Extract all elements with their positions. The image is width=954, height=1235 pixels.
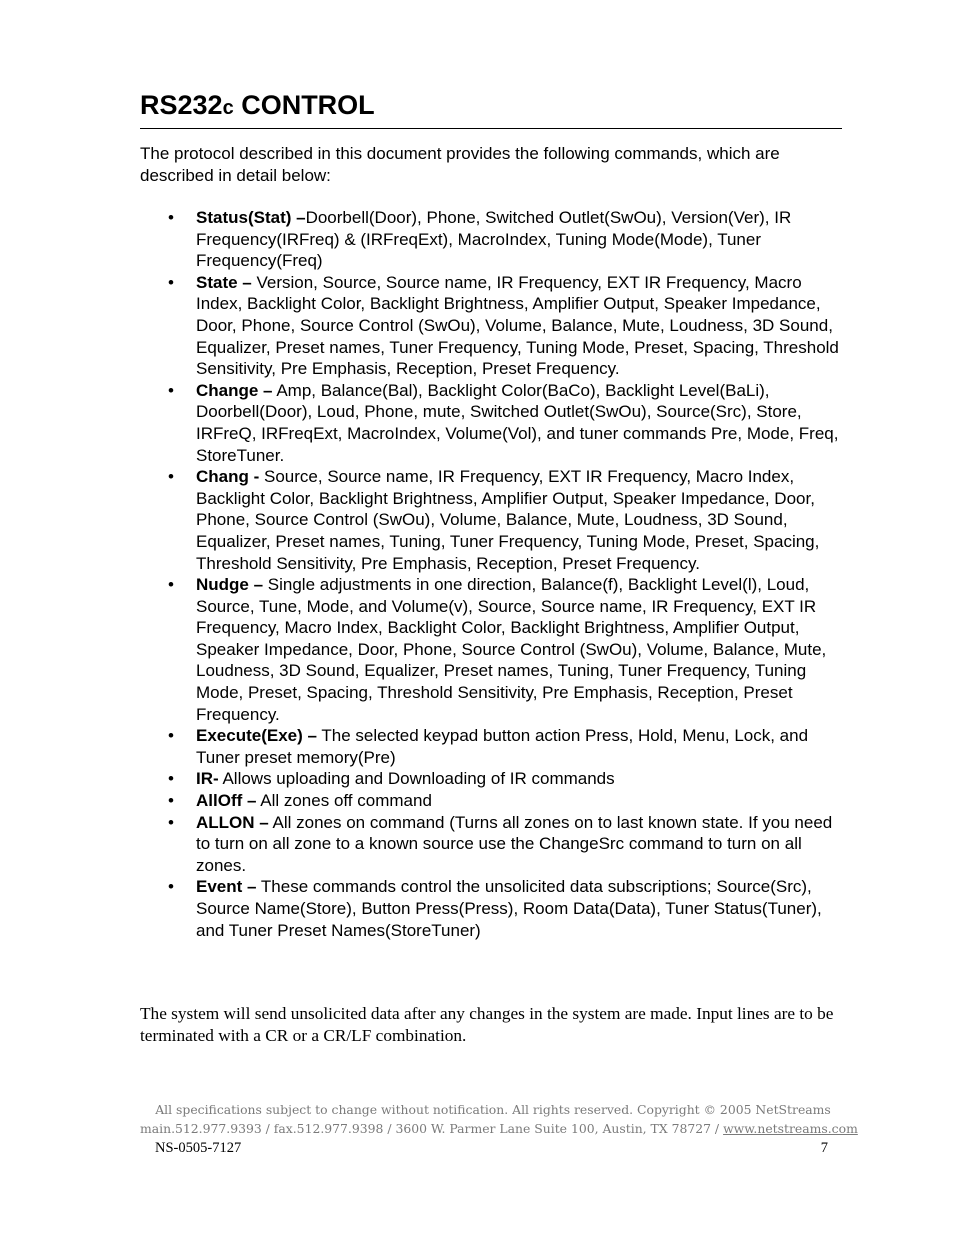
document-number: NS-0505-7127 [155,1140,242,1156]
command-description: Amp, Balance(Bal), Backlight Color(BaCo), Backlight Level(BaLi), Doorbell(Door), Loud, Phone, mute, Switched Outlet(SwOu), Source(Src), Store, IRFreQ, IRFreqExt, MacroIndex, Volume(Vol), and tuner commands Pre, Mode, Freq, StoreTuner. [196,380,839,465]
list-item [196,272,846,380]
command-name: Chang - [196,467,260,487]
list-item [196,790,846,812]
website-link[interactable]: www.netstreams.com [723,1121,858,1136]
command-name: State – [196,272,252,292]
command-description: Doorbell(Door), Phone, Switched Outlet(SwOu), Version(Ver), IR Frequency(IRFreq) & (IRFreqExt), MacroIndex, Tuning Mode(Mode), Tuner Frequency(Freq) [196,208,792,271]
page-number: 7 [820,1140,828,1156]
command-description: Allows uploading and Downloading of IR commands [218,769,615,789]
page-title [140,88,375,125]
intro-paragraph: The protocol described in this document provides the following commands, which are described in detail below: [140,144,780,185]
list-item [196,574,846,725]
list-item [196,466,846,574]
command-description: Version, Source, Source name, IR Frequency, EXT IR Frequency, Macro Index, Backlight Color, Backlight Brightness, Amplifier Output, Speaker Impedance, Door, Phone, Source Control (SwOu), Volume, Balance, Mute, Loudness, 3D Sound, Equalizer, Preset names, Tuner Frequency, Tuning Mode, Preset, Spacing, Threshold Sensitivity, Pre Emphasis, Reception, Preset Frequency. [196,272,839,379]
list-item [196,725,846,768]
list-item [196,768,846,790]
command-description: All zones on command (Turns all zones on to last known state. If you need to turn on all zone to a known source use the ChangeSrc command to turn on all zones. [196,812,833,875]
command-description: The selected keypad button action Press, Hold, Menu, Lock, and Tuner preset memory(Pre) [196,726,809,767]
command-list [196,207,846,941]
list-item [196,207,846,272]
command-description: All zones off command [256,791,432,811]
command-name: Event – [196,877,257,897]
command-name: Execute(Exe) – [196,726,317,746]
command-name: Change – [196,380,273,400]
page-title-main: RS232 [140,90,223,120]
list-item [196,380,846,466]
command-description: Single adjustments in one direction, Balance(f), Backlight Level(l), Loud, Source, Tune, Mode, and Volume(v), Source, Source name, IR Frequency, EXT IR Frequency, Macro Index, Backlight Color, Backlight Brightness, Amplifier Output, Speaker Impedance, Door, Phone, Source Control (SwOu), Volume, Balance, Mute, Loudness, 3D Sound, Equalizer, Preset names, Tuning, Tuner Frequency, Tuning Mode, Preset, Spacing, Threshold Sensitivity, Pre Emphasis, Reception, Preset Frequency. [196,575,827,724]
command-name: Nudge – [196,575,264,595]
list-item [196,876,846,941]
list-item [196,812,846,877]
command-description: Source, Source name, IR Frequency, EXT IR Frequency, Macro Index, Backlight Color, Backlight Brightness, Amplifier Output, Speaker Impedance, Door, Phone, Source Control (SwOu), Volume, Balance, Mute, Loudness, 3D Sound, Equalizer, Preset names, Tuning, Tuner Frequency, Tuning Mode, Preset, Spacing, Threshold Sensitivity, Pre Emphasis, Reception, Preset Frequency. [196,467,820,573]
command-name: AllOff – [196,791,257,811]
command-description: These commands control the unsolicited data subscriptions; Source(Src), Source Name(Store), Button Press(Press), Room Data(Data), Tuner Status(Tuner), and Tuner Preset Names(StoreTuner) [196,877,822,940]
closing-paragraph: The system will send unsolicited data after any changes in the system are made. Input lines are to be terminated with a CR or a CR/LF combination. [140,1004,834,1045]
footer-contact-text: main.512.977.9393 / fax.512.977.9398 / 3600 W. Parmer Lane Suite 100, Austin, TX 78727 / [140,1121,724,1136]
footer-contact [140,1120,858,1138]
title-divider [140,128,842,129]
footer-copyright: All specifications subject to change without notification. All rights reserved. Copyright © 2005 NetStreams [155,1102,831,1117]
page-title-rest: CONTROL [233,90,375,120]
command-name: ALLON – [196,812,269,832]
command-name: Status(Stat) – [196,208,306,227]
command-name: IR- [196,769,219,789]
page-title-suffix: c [222,97,234,119]
